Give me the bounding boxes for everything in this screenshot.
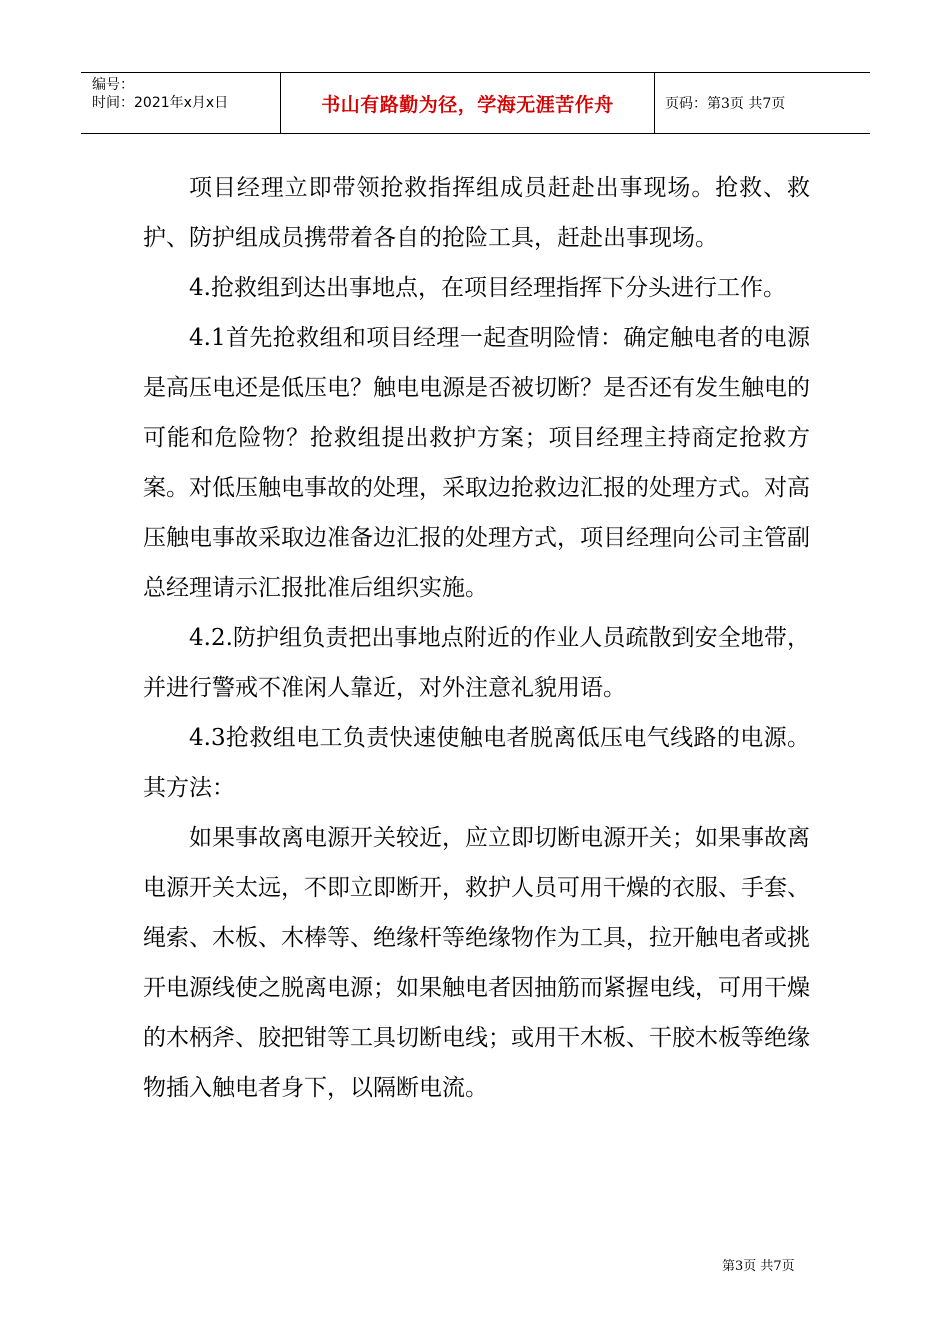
header-page-cell	[655, 73, 870, 133]
header-meta	[81, 73, 281, 133]
paragraph: 如果事故离电源开关较近，应立即切断电源开关；如果事故离电源开关太远，不即立即断开，救护人员可用干燥的衣服、手套、绳索、木板、木棒等、绝缘杆等绝缘物作为工具，拉开触电者或挑开电源线使之脱离电源；如果触电者因抽筋而紧握电线，可用干燥的木柄斧、胶把钳等工具切断电线；或用干木板、干胶木板等绝缘物插入触电者身下，以隔断电流。	[143, 825, 810, 1101]
paragraph: 项目经理立即带领抢救指挥组成员赶赴出事现场。抢救、救护、防护组成员携带着各自的抢险工具，赶赴出事现场。	[143, 175, 810, 251]
header-page-number: 页码：第3页 共7页	[665, 96, 786, 112]
footer-page-number: 第3页 共7页	[722, 1259, 795, 1274]
document-date-label: 时间：2021年x月x日	[92, 95, 229, 111]
paragraph: 4.2.防护组负责把出事地点附近的作业人员疏散到安全地带，并进行警戒不准闲人靠近，对外注意礼貌用语。	[143, 625, 810, 701]
paragraph: 4.3抢救组电工负责快速使触电者脱离低压电气线路的电源。其方法：	[143, 725, 810, 801]
paragraph: 4.1首先抢救组和项目经理一起查明险情：确定触电者的电源是高压电还是低压电？触电电源是否被切断？是否还有发生触电的可能和危险物？抢救组提出救护方案；项目经理主持商定抢救方案。对低压触电事故的处理，采取边抢救边汇报的处理方式。对高压触电事故采取边准备边汇报的处理方式，项目经理向公司主管副总经理请示汇报批准后组织实施。	[143, 325, 810, 601]
page-footer	[722, 1255, 795, 1274]
page-header	[81, 72, 870, 134]
header-motto: 书山有路勤为径，学海无涯苦作舟	[321, 93, 614, 116]
header-motto-cell	[281, 73, 655, 133]
paragraph: 4.抢救组到达出事地点，在项目经理指挥下分头进行工作。	[189, 275, 786, 301]
document-number-label: 编号：	[92, 77, 134, 93]
document-body	[143, 163, 810, 1113]
